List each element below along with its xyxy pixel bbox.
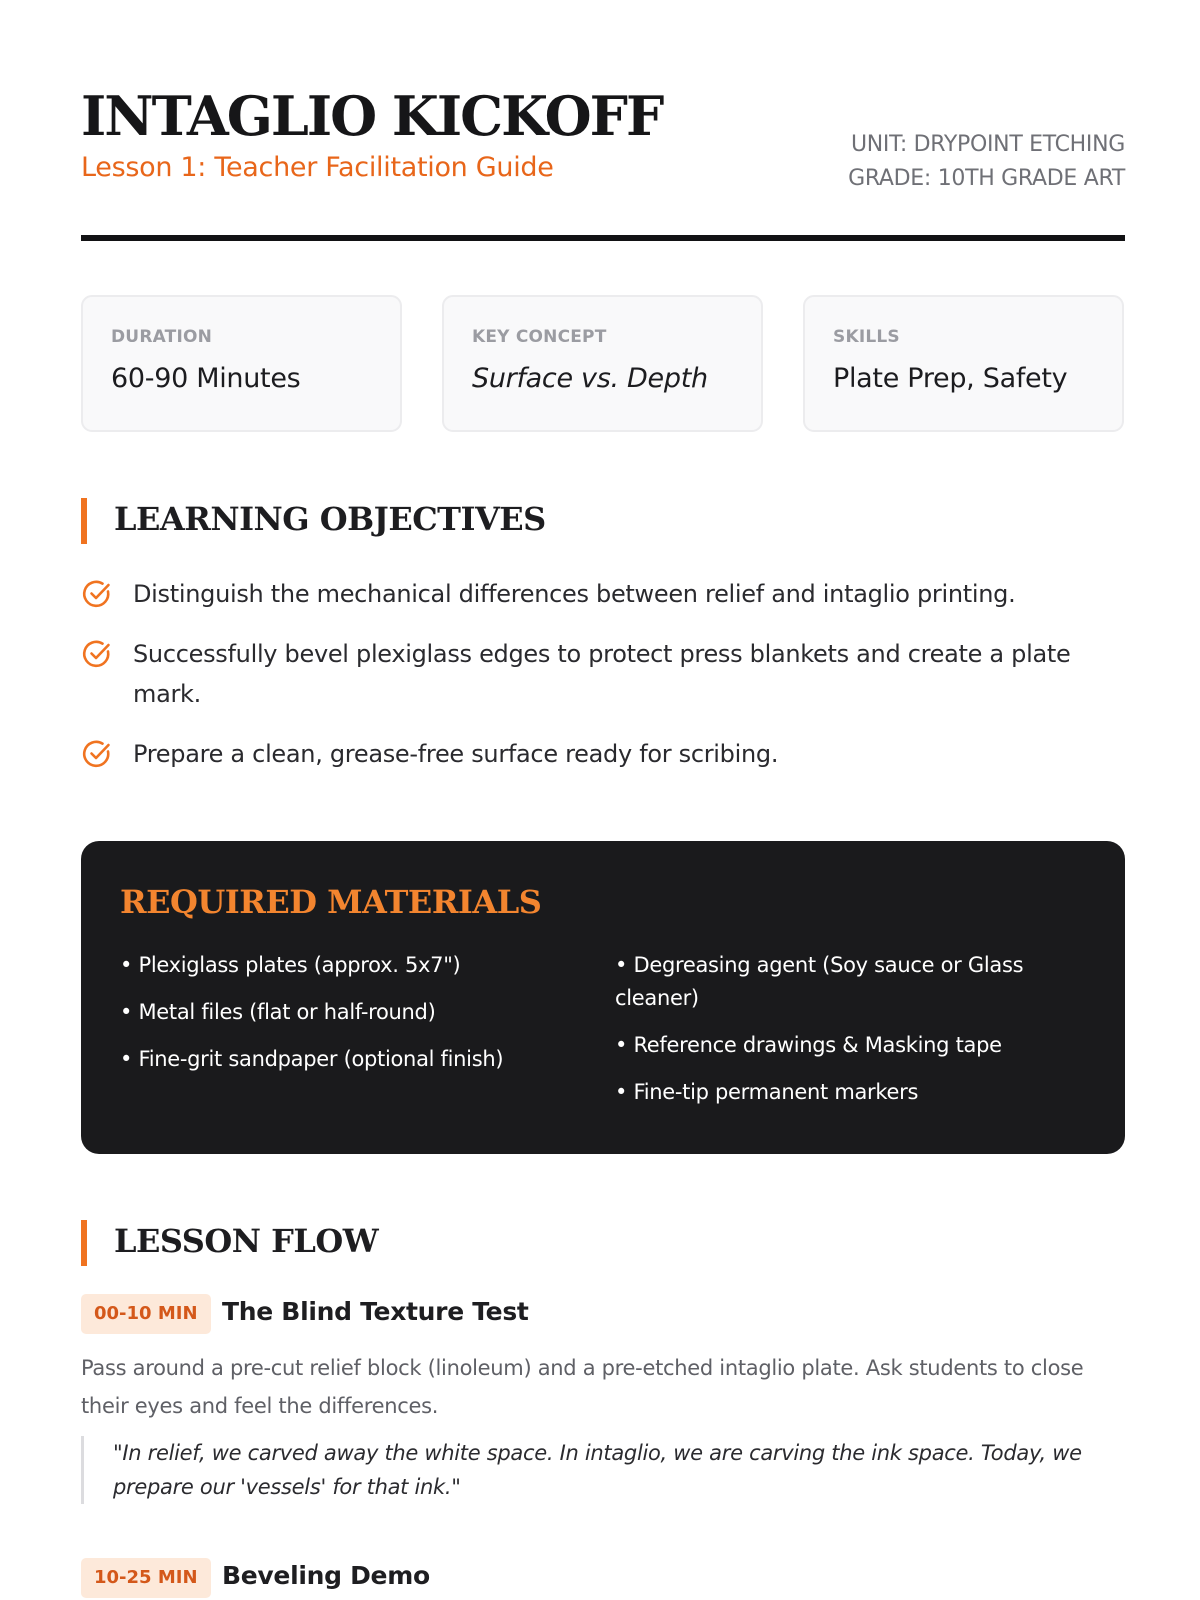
section-accent-bar [81,1220,87,1266]
header-divider [81,235,1125,241]
card-label: SKILLS [833,327,900,347]
time-badge: 10-25 MIN [81,1558,211,1598]
material-item: • Plexiglass plates (approx. 5x7") [120,953,461,977]
section-title: LESSON FLOW [114,1222,379,1260]
check-circle-icon [81,638,113,670]
objective-text: Prepare a clean, grease-free surface ready for scribing. [133,740,779,768]
materials-list-right [615,949,1085,1123]
duration-card [81,295,402,432]
objective-text: Distinguish the mechanical differences between relief and intaglio printing. [133,580,1016,608]
step-title: Beveling Demo [222,1561,430,1590]
card-value: 60-90 Minutes [111,363,301,394]
lesson-meta [848,128,1125,196]
material-item: • Fine-grit sandpaper (optional finish) [120,1047,504,1071]
teacher-quote: "In relief, we carved away the white space. In intaglio, we are carving the ink space. Today, we prepare our 'vessels' for that ink." [81,1436,1125,1504]
card-label: KEY CONCEPT [472,327,607,347]
material-item: • Reference drawings & Masking tape [615,1033,1002,1057]
step-title: The Blind Texture Test [222,1297,529,1326]
card-label: DURATION [111,327,213,347]
section-accent-bar [81,498,87,544]
card-value: Surface vs. Depth [472,363,708,394]
required-materials-panel [81,841,1125,1154]
lesson-flow-heading [81,1220,681,1266]
card-value: Plate Prep, Safety [833,363,1068,394]
material-item: • Degreasing agent (Soy sauce or Glass cleaner) [615,953,1024,1010]
check-circle-icon [81,578,113,610]
page-header [81,84,1125,242]
key-concept-card [442,295,763,432]
materials-title: REQUIRED MATERIALS [120,883,542,921]
objective-text: Successfully bevel plexiglass edges to protect press blankets and create a plate mark. [133,640,1071,708]
unit-label: UNIT: DRYPOINT ETCHING [850,132,1125,157]
skills-card [803,295,1124,432]
info-cards [81,295,1125,432]
check-circle-icon [81,738,113,770]
material-item: • Fine-tip permanent markers [615,1080,919,1104]
page-title: INTAGLIO KICKOFF [81,84,663,148]
grade-label: GRADE: 10TH GRADE ART [848,166,1125,191]
step-description: Pass around a pre-cut relief block (linoleum) and a pre-etched intaglio plate. Ask students to close their eyes and feel the differences. [81,1356,1084,1418]
section-title: LEARNING OBJECTIVES [114,500,546,538]
page-subtitle: Lesson 1: Teacher Facilitation Guide [81,152,554,183]
material-item: • Metal files (flat or half-round) [120,1000,436,1024]
learning-objectives-heading [81,498,681,544]
materials-list-left [120,949,580,1090]
time-badge: 00-10 MIN [81,1294,211,1334]
